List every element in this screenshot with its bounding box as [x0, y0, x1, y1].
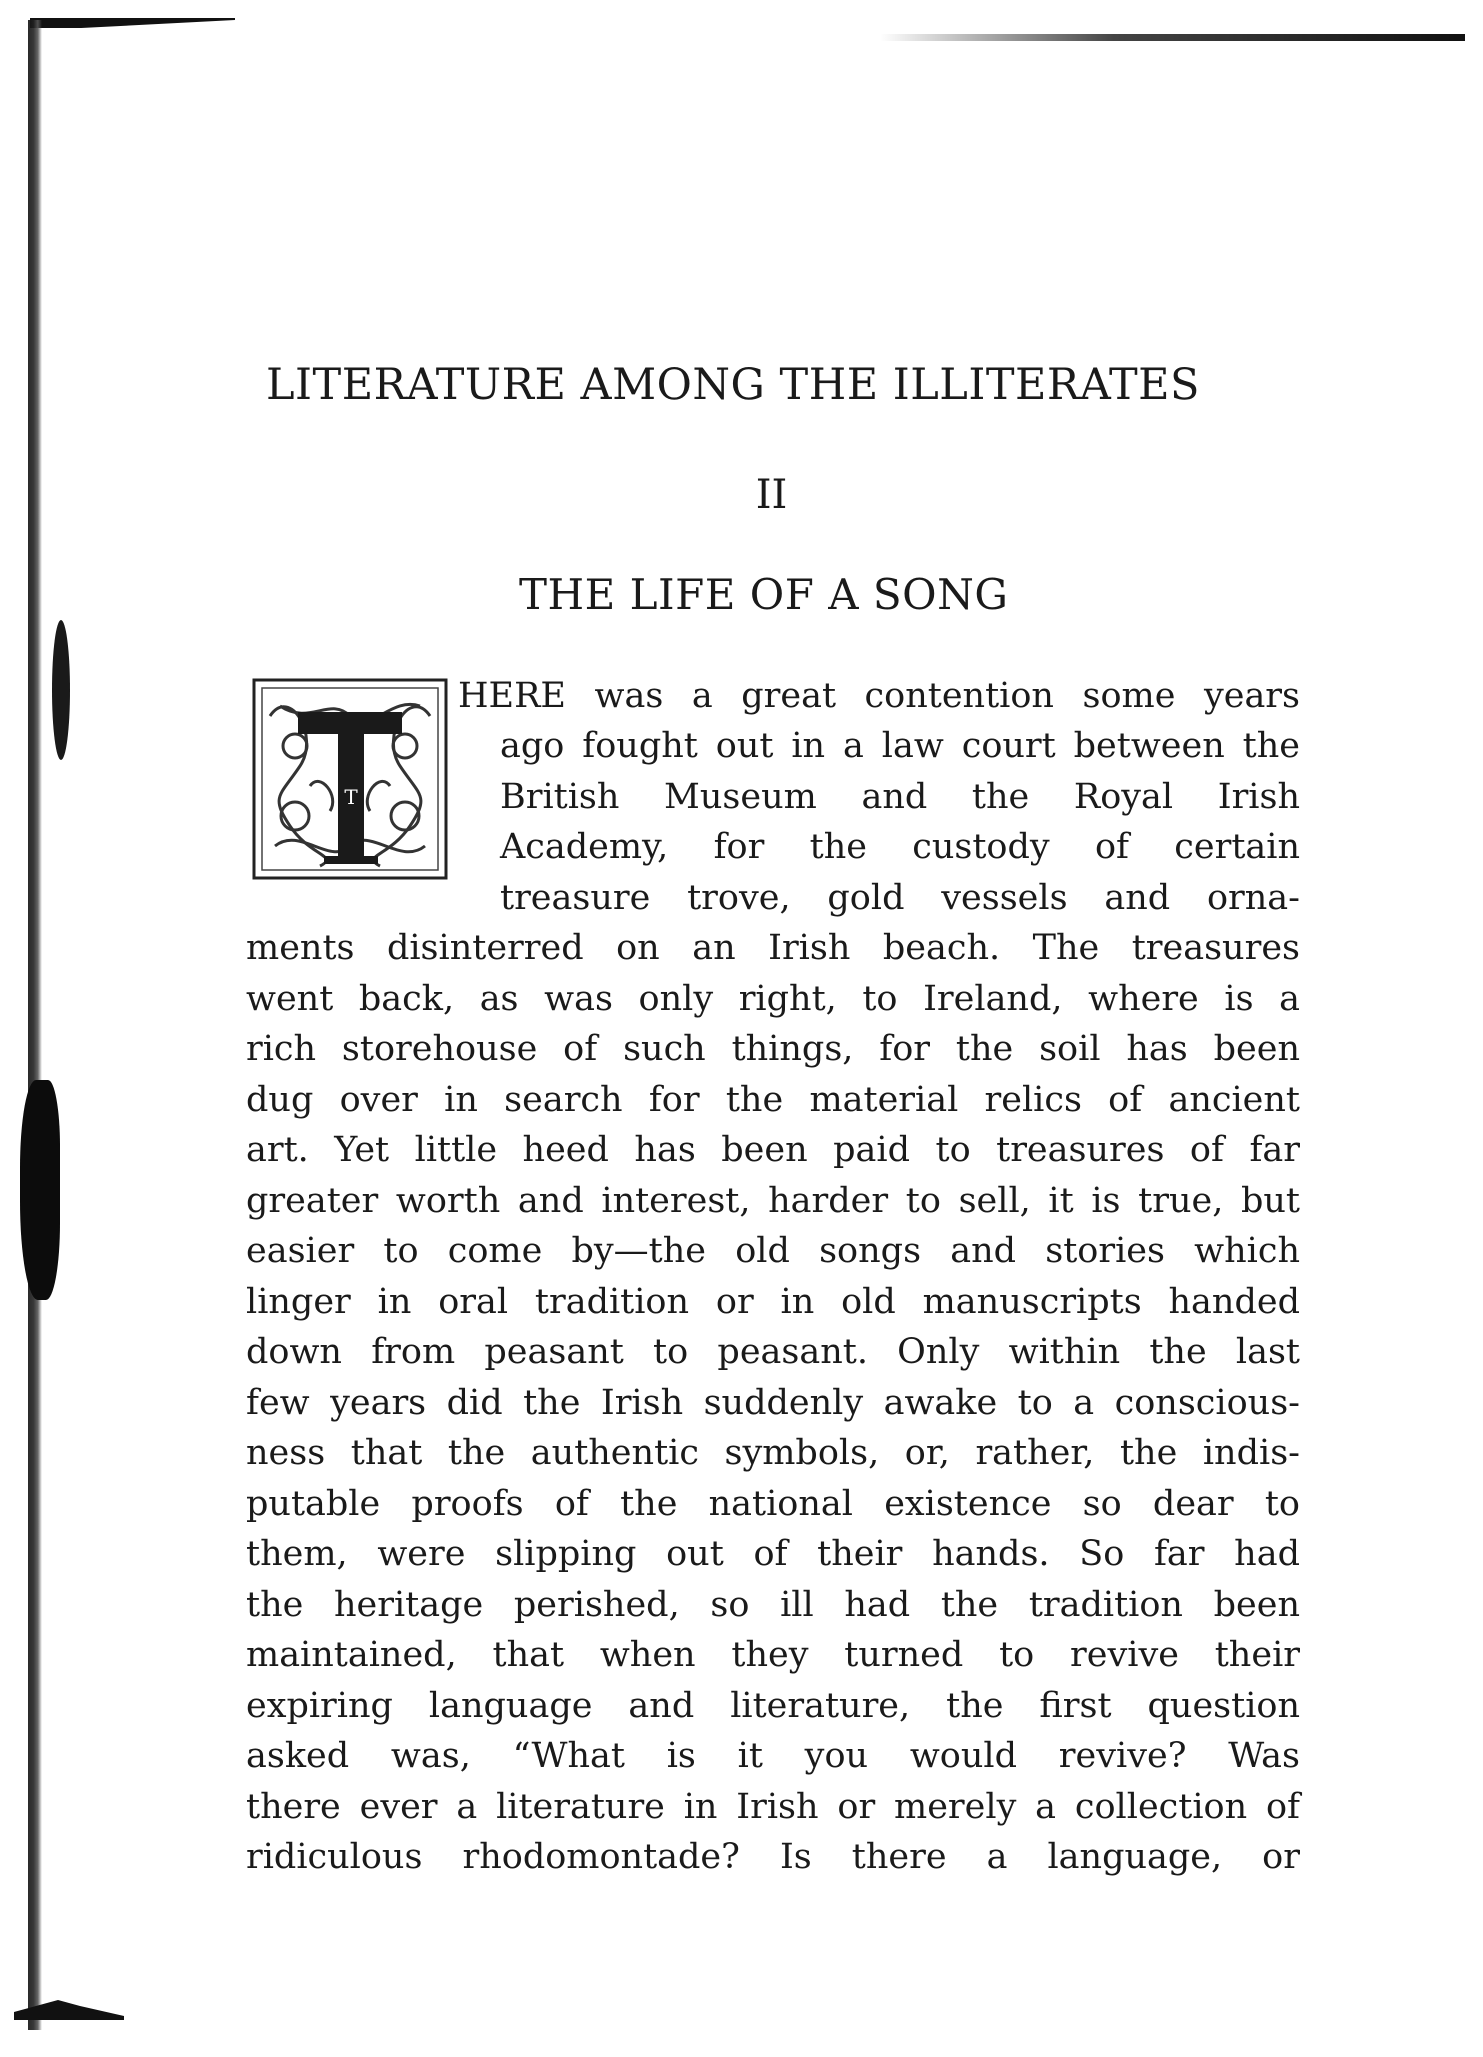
chapter-title: THE LIFE OF A SONG [519, 570, 1009, 619]
text-line: maintained, that when they turned to revive their [246, 1635, 1300, 1675]
running-title: LITERATURE AMONG THE ILLITERATES [266, 360, 1201, 410]
text-line: ridiculous rhodomontade? Is there a language, or [246, 1837, 1300, 1877]
text-line: asked was, “What is it you would revive? Was [246, 1736, 1300, 1776]
text-line: rich storehouse of such things, for the soil has been [246, 1029, 1300, 1069]
text-line: linger in oral tradition or in old manuscripts handed [246, 1282, 1300, 1322]
text-line: the heritage perished, so ill had the tradition been [246, 1585, 1300, 1625]
text-line: dug over in search for the material relics of ancient [246, 1080, 1300, 1120]
text-line: few years did the Irish suddenly awake to a conscious- [246, 1383, 1300, 1423]
text-line: Academy, for the custody of certain [500, 827, 1300, 867]
text-line: expiring language and literature, the first question [246, 1686, 1300, 1726]
text-line: easier to come by—the old songs and stories which [246, 1231, 1300, 1271]
text-line: ness that the authentic symbols, or, rather, the indis- [246, 1433, 1300, 1473]
text-line: treasure trove, gold vessels and orna- [500, 878, 1300, 918]
text-line: art. Yet little heed has been paid to treasures of far [246, 1130, 1300, 1170]
chapter-number: II [755, 472, 788, 518]
text-line: ago fought out in a law court between the [500, 726, 1300, 766]
text-line: HERE was a great contention some years [458, 676, 1300, 716]
text-line: British Museum and the Royal Irish [500, 777, 1300, 817]
text-line: went back, as was only right, to Ireland, where is a [246, 979, 1300, 1019]
text-line: putable proofs of the national existence so dear to [246, 1484, 1300, 1524]
text-line: ments disinterred on an Irish beach. The treasures [246, 928, 1300, 968]
text-line: down from peasant to peasant. Only within the last [246, 1332, 1300, 1372]
text-line: there ever a literature in Irish or merely a collection of [246, 1787, 1300, 1827]
drop-cap-letter: T [344, 785, 358, 809]
text-line: them, were slipping out of their hands. So far had [246, 1534, 1300, 1574]
text-line: greater worth and interest, harder to sell, it is true, but [246, 1181, 1300, 1221]
